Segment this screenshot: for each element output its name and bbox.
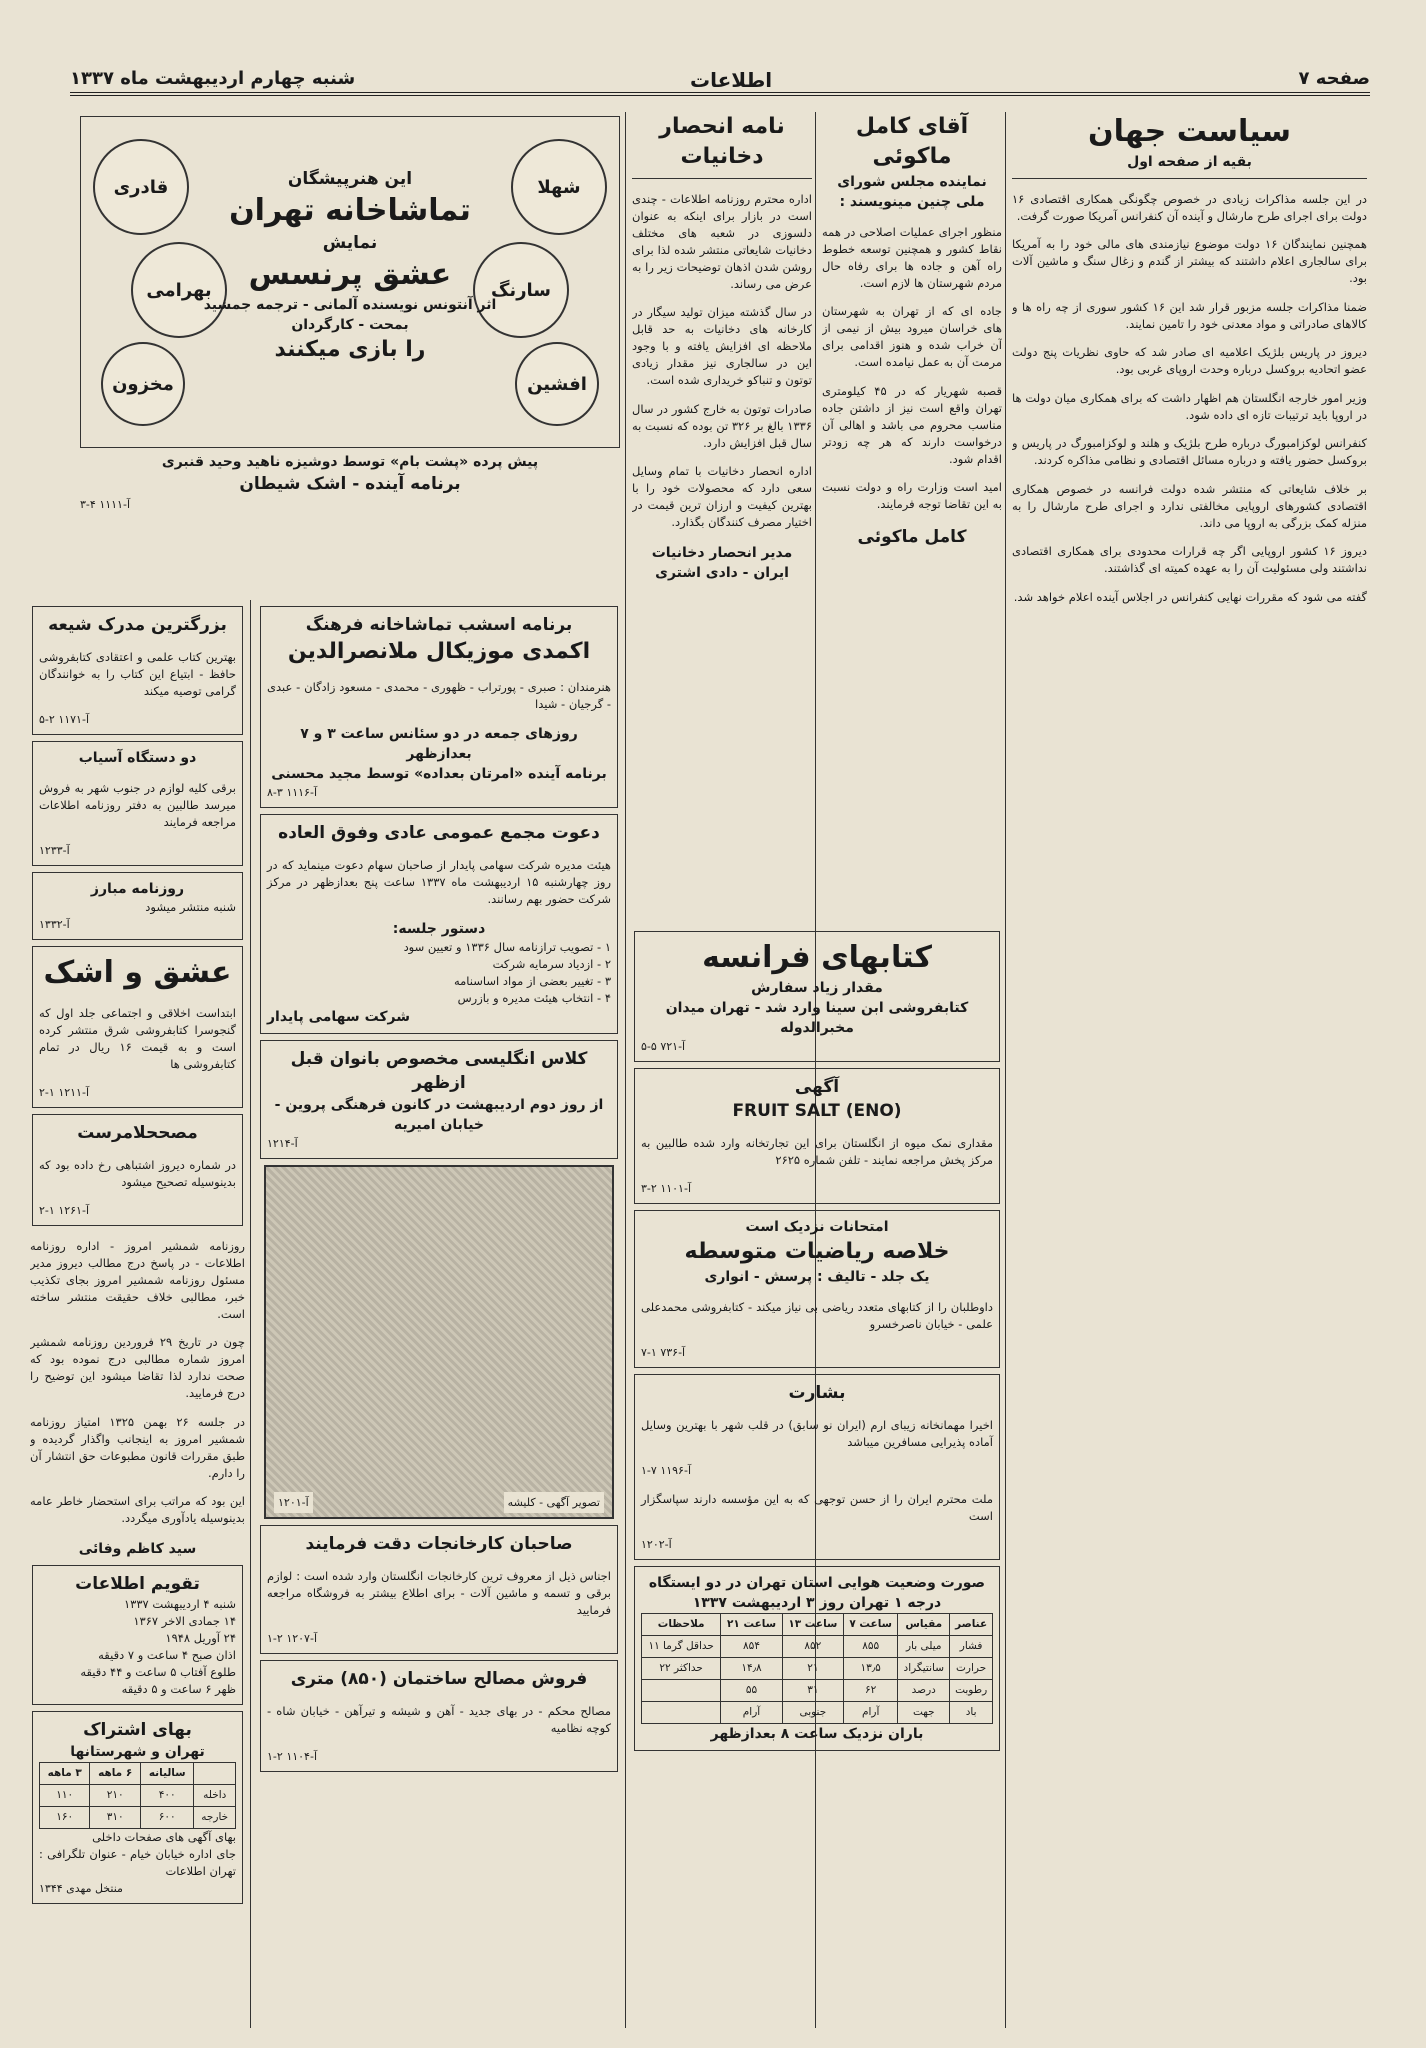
calendar-line: ظهر ۶ ساعت و ۵ دقیقه <box>121 1681 236 1696</box>
letter-paragraph: در جلسه ۲۶ بهمن ۱۳۲۵ امتیاز روزنامه شمشیر امروز به اینجانب واگذار گردیده و طبق مقررات قانون مطبوعات حق انتشار آن را دارم. <box>30 1414 245 1480</box>
table-cell: سانتیگراد <box>898 1658 950 1680</box>
table-cell: داخله <box>194 1784 236 1806</box>
mp-letter-title: آقای کامل ماکوئی <box>855 114 969 169</box>
table-cell: ۶۰۰ <box>140 1806 194 1828</box>
table-cell: آرام <box>721 1702 782 1724</box>
ad-code: آ-۱۲۱۱ ۱-۲ <box>39 1086 89 1099</box>
ad-code: آ-۱۲۶۱ ۱-۲ <box>39 1204 89 1217</box>
table-cell: ۱۴٫۸ <box>721 1658 782 1680</box>
divider <box>632 178 812 179</box>
mill-ad-title: دو دستگاه آسیاب <box>78 750 197 766</box>
tobacco-column <box>632 112 812 918</box>
weekly-ad <box>32 872 243 940</box>
table-cell <box>642 1702 721 1724</box>
table-cell: ۳۱۰ <box>90 1806 140 1828</box>
table-cell: ۸۵۲ <box>782 1636 843 1658</box>
theater-presenter: این هنرپیشگان <box>287 169 413 189</box>
actor-oval: سارنگ <box>473 242 569 338</box>
eno-title: آگهی <box>794 1077 840 1097</box>
music-subtitle: اکمدی موزیکال ملانصرالدین <box>287 639 591 664</box>
good-news-ad <box>634 1374 1000 1560</box>
weather-header-row <box>642 1614 993 1636</box>
ad-code: آ-۱۲۰۱ <box>274 1492 313 1513</box>
politics-paragraph: ضمنا مذاکرات جلسه مزبور قرار شد این ۱۶ کشور سوری از چه راه ها و کالاهای صادراتی و مواد معدنی خود را تامین نمایند. <box>1012 299 1367 331</box>
weather-header: ساعت ۱۳ <box>782 1614 843 1636</box>
table-cell: باد <box>950 1702 993 1724</box>
materials-title: فروش مصالح ساختمان (۸۵۰) متری <box>290 1669 588 1689</box>
ad-code: آ-۷۳۶ ۱-۷ <box>641 1346 686 1359</box>
theater-performing: را بازی میکنند <box>274 337 426 362</box>
weekly-body: شنبه منتشر میشود <box>145 900 236 914</box>
music-ad <box>260 606 618 808</box>
table-header <box>194 1762 236 1784</box>
subscription <box>32 1711 243 1904</box>
theater-ad-column <box>80 112 620 563</box>
letter-paragraph: چون در تاریخ ۲۹ فروردین روزنامه شمشیر امروز شماره مطالبی درج نموده بود که صحت ندارد لذا تقاضا میشود این توضیح را درج فرمایید. <box>30 1335 245 1400</box>
letter-to-editor <box>30 1238 245 1559</box>
letter-paragraph: روزنامه شمشیر امروز - اداره روزنامه اطلاعات - در پاسخ درج مطالب دیروز مدیر مسئول روزنامه شمشیر امروز بجای تکذیب خبر، مطالبی خلاف حقیقت منتشر ساخته است. <box>30 1238 245 1321</box>
politics-paragraph: دیروز ۱۶ کشور اروپایی اگر چه قرارات محدودی برای همکاری اقتصادی نداشتند ولی مسئولیت آن را به عهده کمیته ای گذاشتند. <box>1012 544 1367 575</box>
eno-body: مقداری نمک میوه از انگلستان برای این تجارتخانه وارد شده طالبین به مرکز پخش مراجعه نمایند - تلفن شماره ۲۶۲۵ <box>641 1135 993 1167</box>
tobacco-paragraph: صادرات توتون به خارج کشور در سال ۱۳۳۶ بالغ بر ۳۲۶ تن بوده که نسبت به سال قبل افزایش دارد. <box>632 401 812 450</box>
politics-paragraph: وزیر امور خارجه انگلستان هم اظهار داشت که برای همکاری میان دولت ها در اروپا باید ترتیبات تازه ای داده شود. <box>1012 390 1367 422</box>
politics-paragraph: دیروز در پاریس بلژیک اعلامیه ای صادر شد که حاوی نظریات پنج دولت عضو اتحادیه بروکسل درباره وحدت اروپای غربی بود. <box>1012 345 1367 376</box>
weather-header: ساعت ۲۱ <box>721 1614 782 1636</box>
weather-sub: درجه ۱ تهران روز ۳ اردیبهشت ۱۳۳۷ <box>692 1595 942 1611</box>
love-book-body: ابتداست اخلاقی و اجتماعی جلد اول که گنجوسرا کتابفروشی شرق منتشر کرده است و به قیمت ۱۶ ریال در تمام کتابفروشی ها <box>39 1005 237 1071</box>
masthead-page-number: صفحه ۷ <box>1298 68 1370 89</box>
mill-ad <box>32 741 243 866</box>
exam-title: امتحانات نزدیک است <box>745 1219 889 1235</box>
correction-ad <box>32 1114 243 1226</box>
materials-ad <box>260 1660 618 1772</box>
weather-header: ساعت ۷ <box>844 1614 898 1636</box>
book-ad <box>32 606 243 735</box>
letter-signature: سید کاظم وفائی <box>78 1540 197 1557</box>
theater-show-label: نمایش <box>322 233 378 253</box>
factory-title: صاحبان کارخانجات دقت فرمایند <box>305 1534 573 1554</box>
english-class-body: از روز دوم اردیبهشت در کانون فرهنگی پروین - خیابان امیریه <box>274 1097 604 1133</box>
weather-report <box>634 1566 1000 1751</box>
table-row <box>40 1806 236 1828</box>
tobacco-paragraph: در سال گذشته میزان تولید سیگار در کارخانه های دخانیات به حد قابل ملاحظه ای افزایش یافته و با وجود این در سالجاری نیز مقدار زیادی توتون و تنباکو خریداری شده است. <box>632 305 812 387</box>
tobacco-title: نامه انحصار دخانیات <box>659 114 785 169</box>
table-row <box>642 1680 993 1702</box>
mp-letter-column <box>822 112 1002 918</box>
ad-code: آ-۱۲۰۷ ۲-۱ <box>267 1632 317 1645</box>
assembly-title: دعوت مجمع عمومی عادی وفوق العاده <box>278 823 600 843</box>
subscription-note: بهای آگهی های صفحات داخلی <box>92 1829 236 1844</box>
table-cell: رطوبت <box>950 1680 993 1702</box>
ad-code: آ-۱۱۷۱ ۲-۵ <box>39 713 89 726</box>
table-cell: ۲۱ <box>782 1658 843 1680</box>
love-book-title: عشق و اشک <box>43 955 232 990</box>
table-cell: ۳۱ <box>782 1680 843 1702</box>
weather-header: عناصر <box>950 1614 993 1636</box>
photo-caption: تصویر آگهی - کلیشه <box>504 1492 604 1513</box>
table-cell: ۱۶۰ <box>40 1806 90 1828</box>
correction-body: در شماره دیروز اشتباهی رخ داده بود که بدینوسیله تصحیح میشود <box>39 1157 236 1189</box>
good-news-title: بشارت <box>788 1383 846 1403</box>
table-cell: حرارت <box>950 1658 993 1680</box>
french-books-ad <box>634 931 1000 1062</box>
ad-code: منتخل مهدی ۱۳۴۴ <box>39 1881 123 1895</box>
ad-code: آ-۱۲۳۳ <box>39 844 70 857</box>
politics-paragraph: در این جلسه مذاکرات زیادی در خصوص چگونگی همکاری اقتصادی ۱۶ دولت برای اجرای طرح مارشال و آینده آن کنفرانس آمریکا صورت گرفت. <box>1012 191 1367 223</box>
weather-title: صورت وضعیت هوایی استان تهران در دو ایستگاه <box>648 1575 986 1591</box>
table-cell: آرام <box>844 1702 898 1724</box>
table-cell: ۱۳٫۵ <box>844 1658 898 1680</box>
french-books-body: کتابفروشی ابن سینا وارد شد - تهران میدان مخبرالدوله <box>665 1000 969 1036</box>
table-header: ۶ ماهه <box>90 1762 140 1784</box>
music-cast: هنرمندان : صبری - پورتراب - ظهوری - محمدی - مسعود زادگان - عبدی - گرجیان - شیدا <box>267 679 611 711</box>
actor-oval: قادری <box>93 139 189 235</box>
weather-header: ملاحظات <box>642 1614 721 1636</box>
weather-table <box>641 1613 993 1724</box>
masthead-paper-name: اطلاعات <box>690 68 773 92</box>
calendar-title: تقویم اطلاعات <box>75 1573 200 1594</box>
exam-ad <box>634 1210 1000 1368</box>
calendar-line: ۲۴ آوریل ۱۹۴۸ <box>165 1630 236 1645</box>
table-cell: ۱۱۰ <box>40 1784 90 1806</box>
table-row <box>642 1702 993 1724</box>
mp-letter-subtitle: نماینده مجلس شورای ملی چنین مینویسند : <box>837 174 987 210</box>
assembly-signature: شرکت سهامی پایدار <box>267 1009 411 1025</box>
correction-title: مصححلامرست <box>77 1123 198 1143</box>
table-row <box>40 1784 236 1806</box>
book-ad-body: بهترین کتاب علمی و اعتقادی کتابفروشی حافظ - ابتیاع این کتاب را به خوانندگان گرامی توصیه میکند <box>39 649 236 698</box>
calendar-line: طلوع آفتاب ۵ ساعت و ۴۴ دقیقه <box>80 1664 236 1679</box>
french-books-sub: مقدار زیاد سفارش <box>751 980 883 996</box>
ad-code: آ-۱۱۰۴ ۲-۱ <box>267 1750 317 1763</box>
agenda-item: ۳ - تغییر بعضی از مواد اساسنامه <box>453 974 611 988</box>
mp-letter-paragraph: امید است وزارت راه و دولت نسبت به این تقاضا توجه فرمایند. <box>822 480 1002 511</box>
love-book-ad <box>32 946 243 1108</box>
divider <box>1012 178 1367 179</box>
masthead <box>70 62 1370 96</box>
ad-code: آ-۷۲۱ ۵-۵ <box>641 1040 686 1053</box>
table-cell: حداکثر ۲۲ <box>642 1658 721 1680</box>
theater-house: تماشاخانه تهران <box>229 193 471 228</box>
materials-body: مصالح محکم - در بهای جدید - آهن و شیشه و تیرآهن - خیابان شاه - کوچه نظامیه <box>267 1703 611 1735</box>
calendar <box>32 1565 243 1705</box>
actor-oval: بهرامی <box>131 242 227 338</box>
ad-code: آ-۱۱۹۶ ۷-۱ <box>641 1464 691 1477</box>
left-column <box>30 600 245 2028</box>
good-news-body: اخیرا مهمانخانه زیبای ارم (ایران نو سابق) در قلب شهر با بهترین وسایل آماده پذیرایی مسافرین میباشد <box>641 1417 993 1449</box>
theater-play: عشق پرنسس <box>248 257 452 292</box>
table-row <box>642 1658 993 1680</box>
weekly-title: روزنامه مبارز <box>90 881 185 897</box>
music-schedule: روزهای جمعه در دو سئانس ساعت ۳ و ۷ بعدازظهر <box>300 726 578 762</box>
weather-header: مقیاس <box>898 1614 950 1636</box>
english-class-ad <box>260 1040 618 1159</box>
advertisement-photo <box>264 1165 614 1519</box>
ad-code: آ-۱۲۰۲ <box>641 1538 672 1551</box>
table-cell: ۸۵۵ <box>844 1636 898 1658</box>
exam-book: خلاصه ریاضیات متوسطه <box>684 1239 950 1264</box>
table-cell: ۵۵ <box>721 1680 782 1702</box>
assembly-agenda-title: دستور جلسه: <box>392 921 486 937</box>
calendar-line: ۱۴ جمادی الاخر ۱۳۶۷ <box>133 1613 236 1628</box>
table-cell: خارجه <box>194 1806 236 1828</box>
english-class-title: کلاس انگلیسی مخصوص بانوان قبل ازظهر <box>290 1049 588 1093</box>
assembly-body: هیئت مدیره شرکت سهامی پایدار از صاحبان سهام دعوت مینماید که در روز چهارشنبه ۱۵ اردیبهشت ماه ۱۳۳۷ ساعت پنج بعدازظهر در مرکز شرکت حضور بهم رسانند. <box>267 857 611 906</box>
ad-code: آ-۱۱۱۶ ۳-۸ <box>267 786 317 799</box>
mill-ad-body: برقی کلیه لوازم در جنوب شهر به فروش میرسد طالبین به دفتر روزنامه اطلاعات مراجعه فرمایند <box>39 780 236 829</box>
letter-paragraph: این بود که مراتب برای استحضار خاطر عامه بدینوسیله یادآوری میگردد. <box>30 1494 245 1525</box>
theater-next: برنامه آینده - اشک شیطان <box>239 474 461 494</box>
ad-code: آ-۱۱۰۱ ۲-۳ <box>641 1182 691 1195</box>
music-title: برنامه اسشب تماشاخانه فرهنگ <box>305 615 573 635</box>
table-cell: ۸۵۴ <box>721 1636 782 1658</box>
agenda-item: ۲ - ازدیاد سرمایه شرکت <box>492 957 611 971</box>
politics-column <box>1012 112 1367 2028</box>
ads-middle-column <box>632 925 1002 2028</box>
table-cell: ۴۰۰ <box>140 1784 194 1806</box>
politics-paragraph: گفته می شود که مقررات نهایی کنفرانس در اجلاس آینده اعلام خواهد شد. <box>1013 589 1367 604</box>
weather-note: باران نزدیک ساعت ۸ بعدازظهر <box>710 1726 924 1742</box>
mp-letter-signature: کامل ماکوئی <box>857 526 967 547</box>
mp-letter-paragraph: قصبه شهریار که در ۴۵ کیلومتری تهران واقع است نیز از داشتن جاده مناسب محروم می باشد و اهالی آن درخواست دارند که هر چه زودتر اقدام شود. <box>822 383 1002 466</box>
calendar-line: شنبه ۴ اردیبهشت ۱۳۳۷ <box>123 1596 236 1611</box>
actor-oval: افشین <box>515 342 599 426</box>
subscription-office: جای اداره خیابان خیام - عنوان تلگرافی : تهران اطلاعات <box>39 1846 236 1878</box>
mp-letter-paragraph: منظور اجرای عملیات اصلاحی در همه نقاط کشور و همچنین توسعه خطوط راه آهن و جاده ها برای رفاه حال مردم شهرستان ها لازم است. <box>822 224 1002 290</box>
masthead-date: شنبه چهارم اردیبهشت ماه ۱۳۳۷ <box>70 68 356 89</box>
theater-ad <box>80 116 620 448</box>
theater-prelude: پیش پرده «پشت بام» توسط دوشیزه ناهید وحید قنبری <box>161 454 539 470</box>
ad-code: آ-۱۱۱۱ ۴-۳ <box>80 498 130 511</box>
table-row <box>40 1762 236 1784</box>
politics-paragraph: بر خلاف شایعاتی که منتشر شده دولت فرانسه در خصوص همکاری اقتصادی کشورهای اروپایی مخالفتی ندارد و اجرای طرح مارشال را به منزله کمک بزرگی به اروپا می داند. <box>1012 481 1367 530</box>
table-row <box>642 1636 993 1658</box>
music-next: برنامه آینده «امرتان بعداده» توسط مجید محسنی <box>271 766 607 782</box>
table-cell: ۲۱۰ <box>90 1784 140 1806</box>
table-cell: جنوبی <box>782 1702 843 1724</box>
exam-author: یک جلد - تالیف : پرسش - انواری <box>704 1269 930 1285</box>
actor-oval: شهلا <box>511 139 607 235</box>
table-cell: فشار <box>950 1636 993 1658</box>
ad-code: آ-۱۲۱۴ <box>267 1137 298 1150</box>
table-cell: حداقل گرما ۱۱ <box>642 1636 721 1658</box>
politics-paragraph: کنفرانس لوکزامبورگ درباره طرح بلژیک و هلند و لوکزامبورگ در پاریس و بروکسل حضور یافته و درباره مسائل اقتصادی و نظامی مذاکره کردند. <box>1012 436 1367 467</box>
book-ad-title: بزرگترین مدرک شیعه <box>48 615 227 635</box>
politics-subtitle: بقیه از صفحه اول <box>1127 154 1252 170</box>
french-books-title: کتابهای فرانسه <box>702 940 932 975</box>
tobacco-signature: مدیر انحصار دخانیات ایران - دادی اشتری <box>651 544 793 581</box>
agenda-item: ۱ - تصویب ترازنامه سال ۱۳۳۶ و تعیین سود <box>403 940 611 954</box>
table-header: ۳ ماهه <box>40 1762 90 1784</box>
column-rule <box>250 600 251 2028</box>
table-header: سالیانه <box>140 1762 194 1784</box>
exam-body: داوطلبان را از کتابهای متعدد ریاضی بی نیاز میکند - کتابفروشی محمدعلی علمی - خیابان ناصرخسرو <box>641 1299 993 1331</box>
theater-author: اثر آنتونس نویسنده آلمانی - ترجمه جمشید بمحت - کارگردان <box>203 297 497 333</box>
good-news-thanks: ملت محترم ایران را از حسن توجهی که به این مؤسسه دارند سپاسگزار است <box>641 1491 993 1523</box>
table-cell: میلی بار <box>898 1636 950 1658</box>
tobacco-paragraph: اداره محترم روزنامه اطلاعات - چندی است در بازار برای اینکه به عنوان دلسوزی در شعبه های مختلف دخانیات شایعاتی منتشر شده لذا برای روشن شدن اذهان توضیحات زیر را به عرض می رساند. <box>632 191 812 291</box>
actor-oval: مخزون <box>101 342 185 426</box>
eno-ad <box>634 1068 1000 1204</box>
subscription-table <box>39 1762 236 1829</box>
factory-ad <box>260 1525 618 1654</box>
table-cell: جهت <box>898 1702 950 1724</box>
table-cell: ۶۲ <box>844 1680 898 1702</box>
factory-body: اجناس ذیل از معروف ترین کارخانجات انگلستان وارد شده است : لوازم برقی و تسمه و ماشین آلات - برای اطلاع بیشتر به فروشگاه مراجعه فرمایید <box>267 1568 611 1617</box>
column-rule <box>625 112 626 2028</box>
column-rule <box>1005 112 1006 2028</box>
subscription-title: بهای اشتراک <box>83 1719 192 1740</box>
ad-code: آ-۱۳۳۲ <box>39 918 70 931</box>
politics-title: سیاست جهان <box>1087 114 1291 149</box>
theater-center <box>201 167 499 365</box>
agenda-item: ۴ - انتخاب هیئت مدیره و بازرس <box>457 991 611 1005</box>
calendar-line: اذان صبح ۴ ساعت و ۷ دقیقه <box>98 1647 236 1662</box>
subscription-sub: تهران و شهرستانها <box>70 1743 205 1760</box>
table-cell: درصد <box>898 1680 950 1702</box>
tobacco-paragraph: اداره انحصار دخانیات با تمام وسایل سعی دارد که محصولات خود را با بهترین کیفیت و ارزان ترین قیمت در اختیار مصرف کنندگان بگذارد. <box>632 464 812 529</box>
politics-paragraph: همچنین نمایندگان ۱۶ دولت موضوع نیازمندی های مالی خود را به آمریکا برای سالجاری اعلام داشتند که بیشتر از گندم و زغال سنگ و ماشین آلات بود. <box>1012 237 1367 285</box>
table-cell <box>642 1680 721 1702</box>
eno-brand: FRUIT SALT (ENO) <box>732 1101 902 1121</box>
center-ads-column <box>258 600 620 2028</box>
assembly-notice <box>260 814 618 1034</box>
mp-letter-paragraph: جاده ای که از تهران به شهرستان های خراسان میرود بیش از نیمی از آن خراب شده و هنوز اقدامی برای مرمت آن به عمل نیامده است. <box>822 304 1002 369</box>
